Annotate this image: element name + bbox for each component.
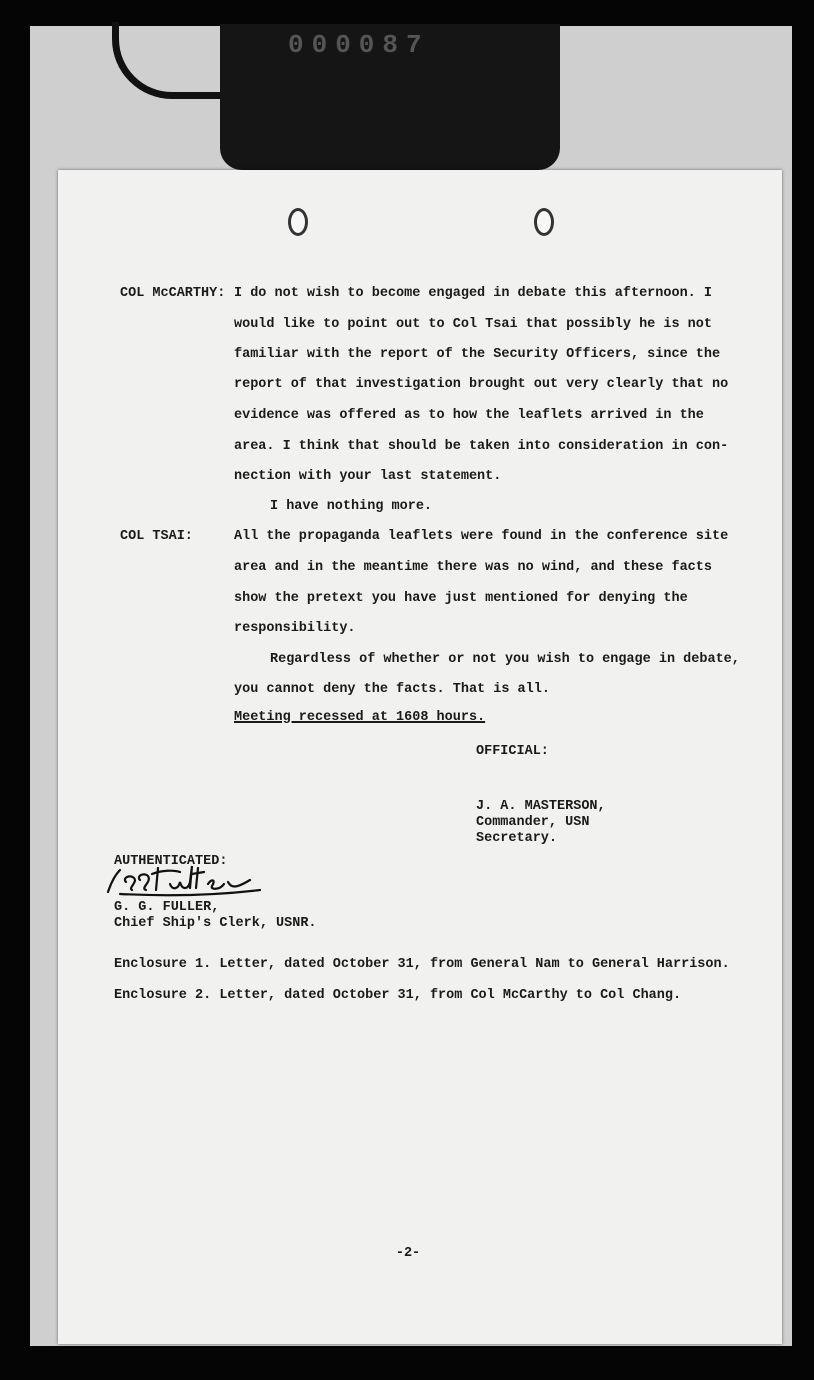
text-line: nection with your last statement. [234,469,502,484]
authenticated-title: Chief Ship's Clerk, USNR. [114,916,317,931]
speaker-mccarthy: COL McCARTHY: [120,286,226,301]
text-line: show the pretext you have just mentioned for denying the [234,591,688,606]
text-line: report of that investigation brought out very clearly that no [234,377,729,392]
closing-line: I have nothing more. [270,499,433,514]
authenticated-name: G. G. FULLER, [114,900,220,915]
authenticated-label: AUTHENTICATED: [114,854,228,869]
text-line: I do not wish to become engaged in debate this afternoon. I [234,286,712,301]
stamp-number: 000087 [288,30,430,60]
official-name: J. A. MASTERSON, [476,799,606,814]
handwritten-signature [100,860,270,900]
text-line: Regardless of whether or not you wish to engage in debate, [270,652,740,667]
text-line: familiar with the report of the Security Officers, since the [234,347,721,362]
speaker-tsai: COL TSAI: [120,529,193,544]
text-line: evidence was offered as to how the leaflets arrived in the [234,408,704,423]
punch-hole-icon [288,208,308,236]
text-line: area and in the meantime there was no wind, and these facts [234,560,712,575]
text-line: All the propaganda leaflets were found in the conference site [234,529,729,544]
text-line: area. I think that should be taken into consideration in con- [234,439,729,454]
text-line: responsibility. [234,621,356,636]
official-rank: Commander, USN [476,815,590,830]
text-line: would like to point out to Col Tsai that possibly he is not [234,317,712,332]
page-number: -2- [395,1246,421,1261]
document-page [58,170,782,1344]
official-label: OFFICIAL: [476,744,549,759]
recess-line: Meeting recessed at 1608 hours. [234,710,486,725]
enclosure-line: Enclosure 1. Letter, dated October 31, from General Nam to General Harrison. [114,957,730,972]
enclosure-line: Enclosure 2. Letter, dated October 31, from Col McCarthy to Col Chang. [114,988,682,1003]
text-line: you cannot deny the facts. That is all. [234,682,550,697]
official-title: Secretary. [476,831,558,846]
punch-hole-icon [534,208,554,236]
